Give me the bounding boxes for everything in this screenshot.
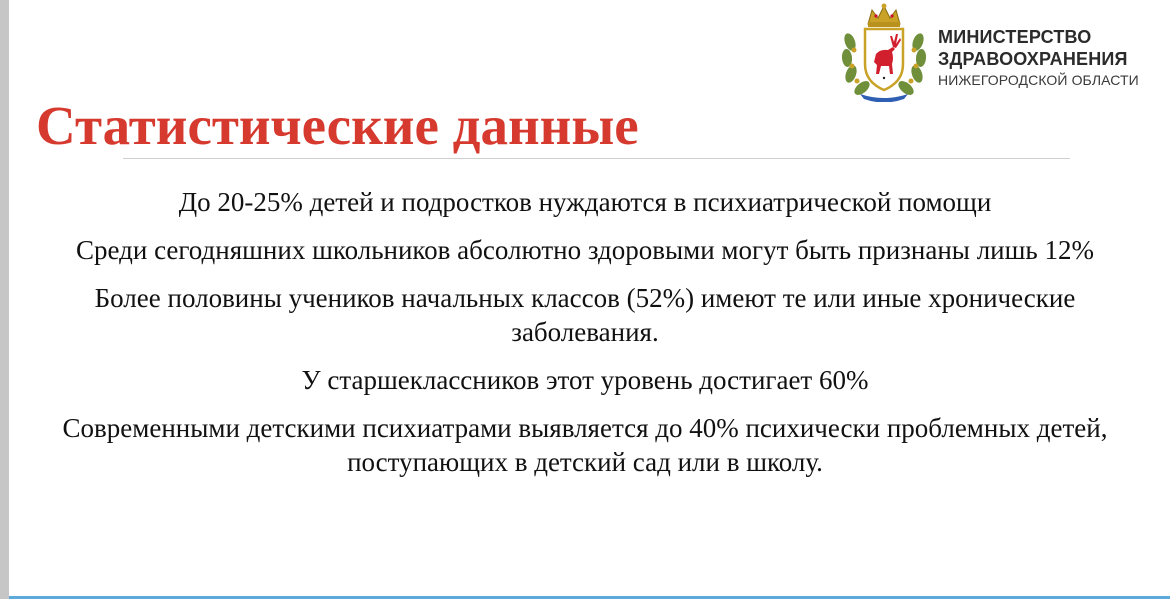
statistic-item: Более половины учеников начальных классов (52%) имеют те или иные хронические заболевания. bbox=[94, 283, 1076, 347]
nizhny-novgorod-coat-of-arms-icon bbox=[838, 2, 930, 102]
title-divider bbox=[123, 158, 1070, 159]
statistic-item: Среди сегодняшних школьников абсолютно здоровыми могут быть признаны лишь 12% bbox=[76, 235, 1094, 265]
ministry-logo bbox=[838, 2, 1158, 102]
slide-title: Статистические данные bbox=[36, 95, 639, 156]
statistic-item: Современными детскими психиатрами выявляется до 40% психически проблемных детей, поступающих в детский сад или в школу. bbox=[62, 413, 1108, 477]
ministry-name-line2: ЗДРАВООХРАНЕНИЯ bbox=[938, 49, 1128, 69]
statistics-list bbox=[40, 185, 1130, 493]
slide-left-edge bbox=[0, 0, 9, 599]
statistic-item: У старшеклассников этот уровень достигает 60% bbox=[301, 365, 869, 395]
ministry-region: НИЖЕГОРОДСКОЙ ОБЛАСТИ bbox=[938, 72, 1139, 88]
statistic-item: До 20-25% детей и подростков нуждаются в психиатрической помощи bbox=[178, 187, 992, 217]
ministry-name-line1: МИНИСТЕРСТВО bbox=[938, 27, 1092, 47]
